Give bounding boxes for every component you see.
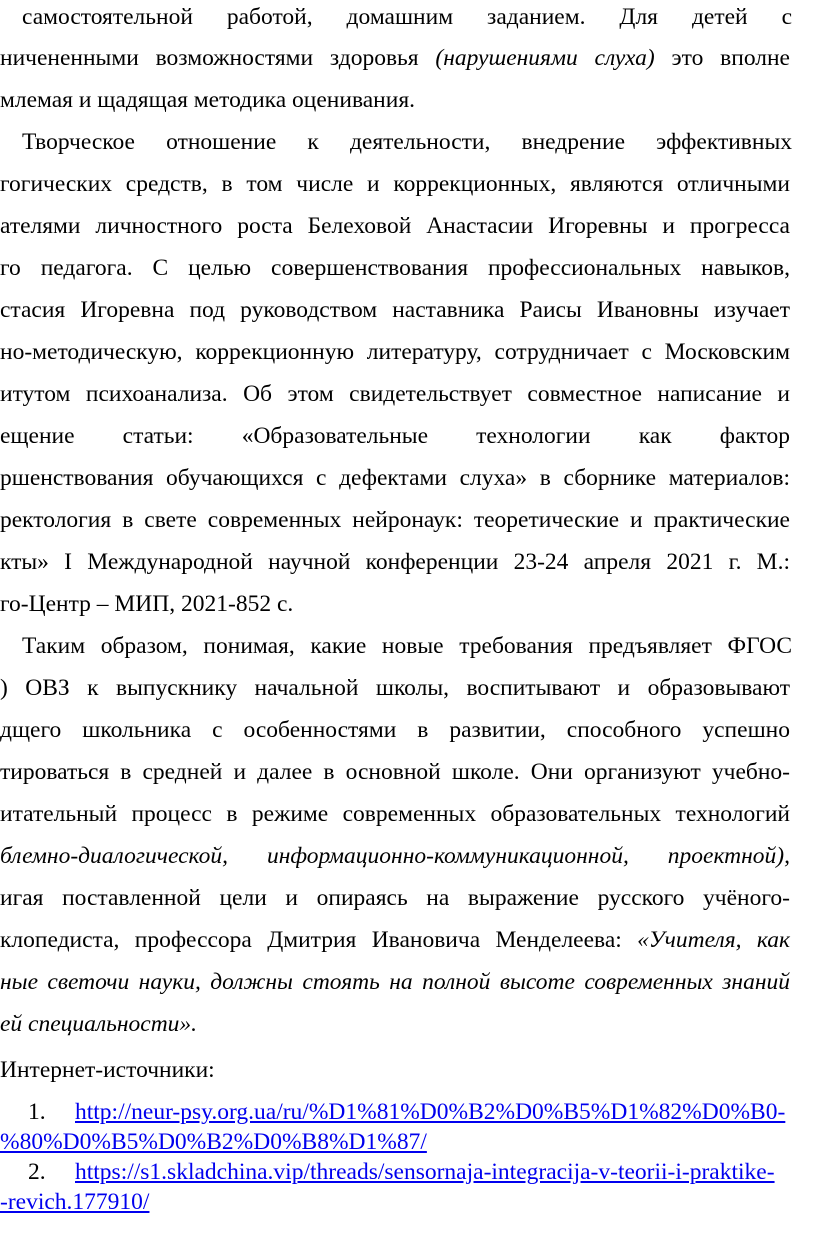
text-line: ректология в свете современных нейронаук: теоретические и практические: [0, 507, 790, 533]
text-line: гогических средств, в том числе и коррекционных, являются отличными: [0, 171, 790, 197]
text-line: самостоятельной работой, домашним заданием. Для детей с: [22, 4, 792, 30]
text-line: но-методическую, коррекционную литературу, сотрудничает с Московским: [0, 339, 790, 365]
source-item-2-cont: [0, 1187, 149, 1217]
italic-line: ные светочи науки, должны стоять на полной высоте современных знаний: [0, 969, 790, 995]
sources-heading: Интернет-источники:: [0, 1057, 215, 1083]
text-line: кты» I Международной научной конференции 23-24 апреля 2021 г. М.:: [0, 549, 790, 575]
source-number: 2.: [28, 1159, 46, 1185]
paragraph-start-line: Таким образом, понимая, какие новые требования предъявляет ФГОС: [22, 633, 792, 659]
source-number: 1.: [28, 1099, 46, 1125]
source-item-2: [28, 1157, 775, 1187]
italic-run: (нарушениями слуха): [435, 45, 655, 71]
source-link-1-cont[interactable]: %80%D0%B5%D0%B2%D0%B8%D1%87/: [0, 1129, 427, 1155]
source-link-1[interactable]: http://neur-psy.org.ua/ru/%D1%81%D0%B2%D0%B5%D1%82%D0%B0-: [75, 1099, 786, 1125]
text-run: ничененными возможностями здоровья: [0, 45, 436, 71]
text-line: итутом психоанализа. Об этом свидетельствует совместное написание и: [0, 381, 790, 407]
source-item-1: [28, 1097, 785, 1127]
text-line: млемая и щадящая методика оценивания.: [0, 87, 416, 113]
text-line: ателями личностного роста Белеховой Анастасии Игоревны и прогресса: [0, 213, 790, 239]
text-line: игая поставленной цели и опираясь на выражение русского учёного-: [0, 885, 790, 911]
italic-line: ей специальности».: [0, 1011, 198, 1037]
paragraph-start-line: Творческое отношение к деятельности, внедрение эффективных: [22, 129, 792, 155]
text-line: стасия Игоревна под руководством наставника Раисы Ивановны изучает: [0, 297, 790, 323]
italic-run: «Учителя, как: [637, 927, 790, 953]
text-line: ещение статьи: «Образовательные технологии как фактор: [0, 423, 790, 449]
source-link-2[interactable]: https://s1.skladchina.vip/threads/sensornaja-integracija-v-teorii-i-praktike-: [75, 1159, 775, 1185]
text-line: го-Центр – МИП, 2021-852 с.: [0, 591, 294, 617]
text-line: дщего школьника с особенностями в развитии, способного успешно: [0, 717, 790, 743]
text-line: тироваться в средней и далее в основной школе. Они организуют учебно-: [0, 759, 790, 785]
source-item-1-cont: [0, 1127, 427, 1157]
source-link-2-cont[interactable]: -revich.177910/: [0, 1189, 150, 1215]
text-line: го педагога. С целью совершенствования профессиональных навыков,: [0, 255, 790, 281]
italic-line: блемно-диалогической, информационно-коммуникационной, проектной),: [0, 843, 790, 869]
text-run: это вполне: [654, 45, 790, 71]
text-run: клопедиста, профессора Дмитрия Ивановича Менделеева:: [0, 927, 638, 953]
text-line: итательный процесс в режиме современных образовательных технологий: [0, 801, 790, 827]
text-line: ршенствования обучающихся с дефектами слуха» в сборнике материалов:: [0, 465, 790, 491]
text-line: [0, 925, 790, 955]
text-line: ) ОВЗ к выпускнику начальной школы, воспитывают и образовывают: [0, 675, 790, 701]
text-line: [0, 43, 790, 73]
